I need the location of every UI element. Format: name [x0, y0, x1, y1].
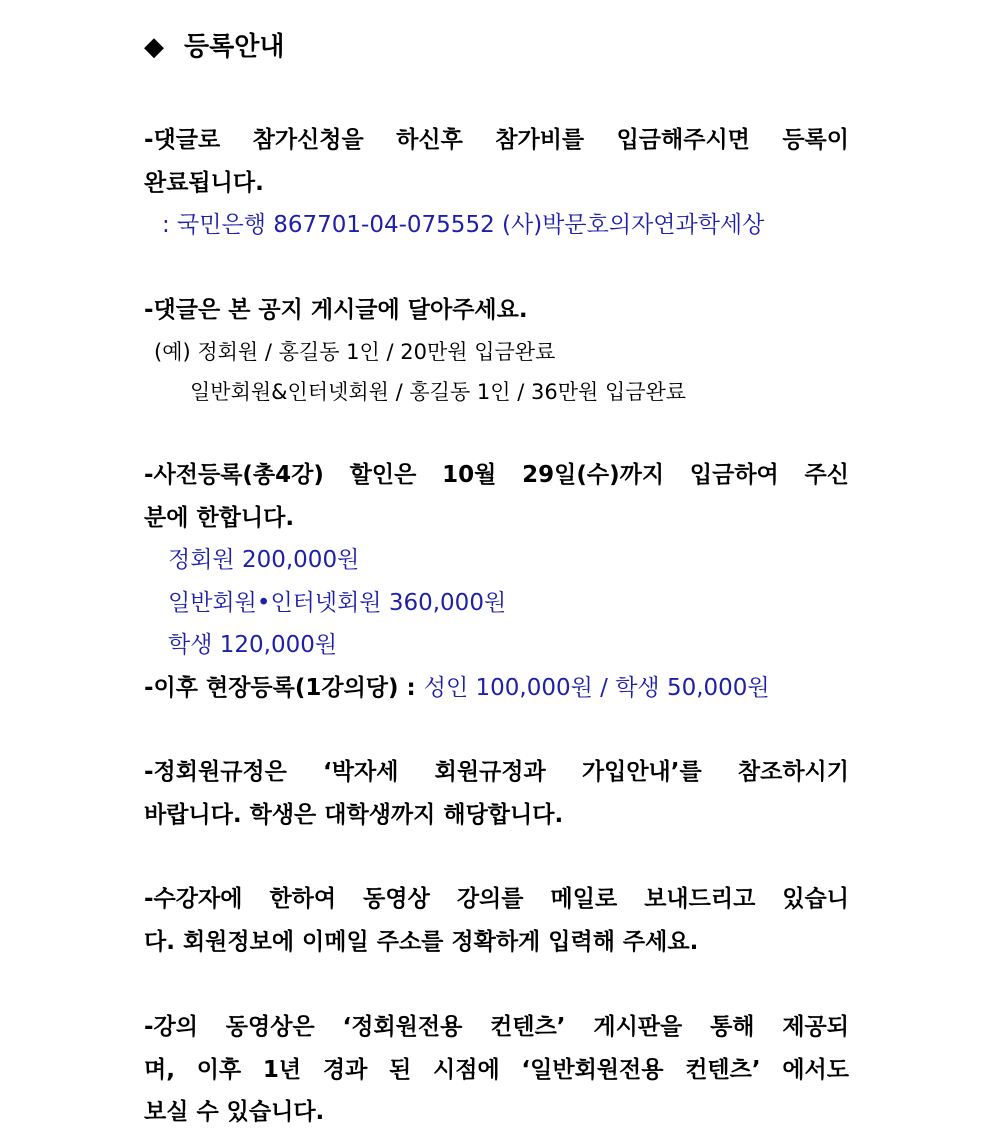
- video-access-line2: 며, 이후 1년 경과 된 시점에 ‘일반회원전용 컨텐츠’ 에서도: [144, 1057, 849, 1083]
- price-student: 학생 120,000원: [168, 632, 338, 658]
- diamond-bullet-icon: ◆: [144, 32, 164, 62]
- price-regular-member: 정회원 200,000원: [168, 547, 360, 573]
- registration-instruction-line1: -댓글로 참가신청을 하신후 참가비를 입금해주시면 등록이: [144, 127, 849, 153]
- early-registration-line1: -사전등록(총4강) 할인은 10월 29일(수)까지 입금하여 주신: [144, 462, 849, 488]
- bank-account: : 국민은행 867701-04-075552 (사)박문호의자연과학세상: [162, 212, 765, 238]
- video-access-line3: 보실 수 있습니다.: [144, 1099, 325, 1125]
- section-heading: [144, 32, 284, 62]
- comment-example-1: (예) 정회원 / 홍길동 1인 / 20만원 입금완료: [154, 340, 556, 364]
- comment-instruction: -댓글은 본 공지 게시글에 달아주세요.: [144, 297, 528, 323]
- member-rules-line2: 바랍니다. 학생은 대학생까지 해당합니다.: [144, 802, 564, 828]
- video-access-line1: -강의 동영상은 ‘정회원전용 컨텐츠’ 게시판을 통해 제공되: [144, 1014, 849, 1040]
- onsite-price: 성인 100,000원 / 학생 50,000원: [423, 675, 770, 701]
- video-email-line2: 다. 회원정보에 이메일 주소를 정확하게 입력해 주세요.: [144, 929, 699, 955]
- price-general-member: 일반회원•인터넷회원 360,000원: [168, 590, 507, 616]
- registration-instruction-line2: 완료됩니다.: [144, 170, 264, 196]
- onsite-registration: [144, 673, 770, 703]
- video-email-line1: -수강자에 한하여 동영상 강의를 메일로 보내드리고 있습니: [144, 886, 849, 912]
- heading-text: 등록안내: [184, 32, 285, 62]
- onsite-label: -이후 현장등록(1강의당) :: [144, 675, 424, 701]
- early-registration-line2: 분에 한합니다.: [144, 505, 295, 531]
- member-rules-line1: -정회원규정은 ‘박자세 회원규정과 가입안내’를 참조하시기: [144, 759, 849, 785]
- comment-example-2: 일반회원&인터넷회원 / 홍길동 1인 / 36만원 입금완료: [190, 380, 687, 404]
